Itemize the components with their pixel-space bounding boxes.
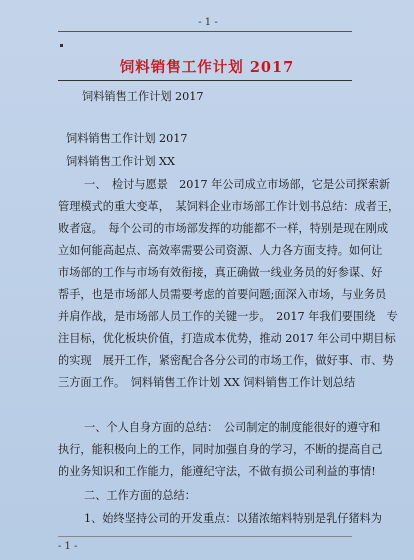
body-line: 饲料销售工作计划 XX xyxy=(66,155,175,168)
body-line: 一、个人自身方面的总结： 公司制定的制度能很好的遵守和 xyxy=(84,421,381,434)
body-line: 二、工作方面的总结： xyxy=(84,489,196,502)
body-line: 败者寇。 每个公司的市场部发挥的功能都不一样，特别是现在刚成 xyxy=(58,222,389,235)
body-line: 帮手，也是市场部人员需要考虑的首要问题;面深入市场，与业务员 xyxy=(58,288,387,301)
body-line: 的业务知识和工作能力，能遵纪守法，不做有损公司利益的事情! xyxy=(58,465,376,478)
subtitle-line: 饲料销售工作计划 2017 xyxy=(82,90,204,103)
body-line: 立如何能高起点、高效率需要公司资源、人力各方面支持。如何让 xyxy=(58,244,383,257)
page-number-bottom: - 1 - xyxy=(58,541,78,552)
body-line: 一、 检讨与愿景 2017 年公司成立市场部，它是公司探索新 xyxy=(84,178,391,191)
title-rule xyxy=(58,80,352,81)
page-number-top: - 1 - xyxy=(198,17,218,28)
body-line: 市场部的工作与市场有效衔接，真正确做一线业务员的好参谋、好 xyxy=(58,266,383,279)
body-line: 三方面工作。 饲料销售工作计划 XX 饲料销售工作计划总结 xyxy=(58,376,356,389)
body-line: 注目标，优化板块价值，打造成本优势，推动 2017 年公司中期目标 xyxy=(58,332,396,345)
body-line: 饲料销售工作计划 2017 xyxy=(66,132,188,145)
body-line: 并肩作战，是市场部人员工作的关键一步。 2017 年我们要围绕 专 xyxy=(58,310,398,323)
header-rule xyxy=(58,31,352,32)
footer-rule xyxy=(58,536,352,537)
body-line: 管理模式的重大变革， 某饲料企业市场部工作计划书总结：成者王， xyxy=(58,200,400,213)
body-line: 执行，能积极向上的工作，同时加强自身的学习，不断的提高自己 xyxy=(58,443,383,456)
body-line: 的实现 展开工作，紧密配合各分公司的市场工作，做好事、市、势 xyxy=(58,354,394,367)
document-title: 饲料销售工作计划 2017 xyxy=(119,59,295,76)
body-line: 1、始终坚持公司的开发重点：以猪浓缩料特别是乳仔猪料为 xyxy=(84,512,382,525)
corner-mark xyxy=(60,44,63,47)
